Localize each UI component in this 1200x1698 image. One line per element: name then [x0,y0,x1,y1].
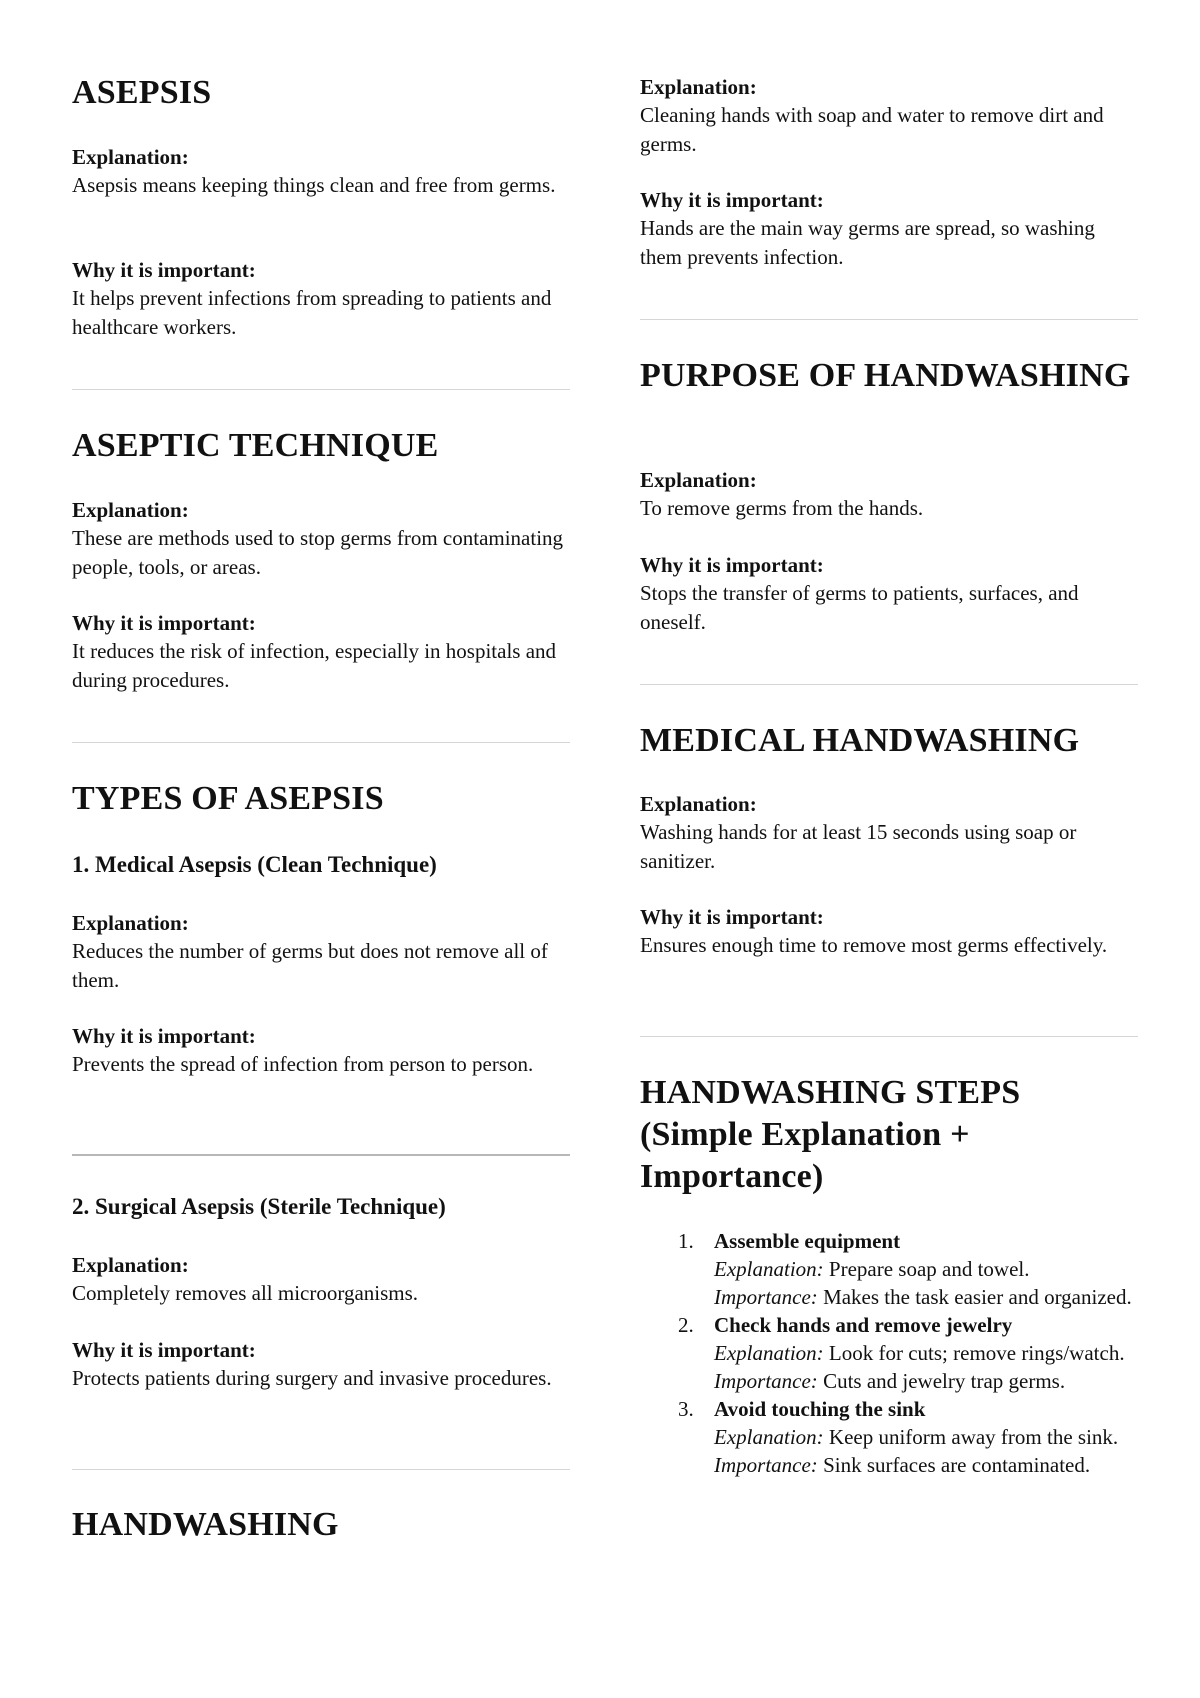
medical-asepsis-subheading: 1. Medical Asepsis (Clean Technique) [72,852,437,877]
surgical-why-text: Protects patients during surgery and invasive procedures. [72,1366,552,1390]
step-number: 2. [678,1313,694,1337]
medical-handwashing-heading: MEDICAL HANDWASHING [640,722,1080,759]
step-title: Assemble equipment [714,1229,901,1253]
list-item [640,1395,1138,1479]
step-number: 3. [678,1397,694,1421]
purpose-why-label: Why it is important: [640,553,824,577]
purpose-heading: PURPOSE OF HANDWASHING [640,357,1131,394]
step-importance [714,1451,1138,1479]
section-divider [640,1036,1138,1037]
step-importance [714,1367,1138,1395]
medical-explanation-label: Explanation: [72,911,189,935]
handwashing-explanation-label: Explanation: [640,75,757,99]
step-explanation-text: Keep uniform away from the sink. [823,1425,1119,1449]
asepsis-explanation-text: Asepsis means keeping things clean and free from germs. [72,173,556,197]
medical-why-text: Prevents the spread of infection from person to person. [72,1052,534,1076]
purpose-explanation-label: Explanation: [640,468,757,492]
aseptic-why-label: Why it is important: [72,611,256,635]
aseptic-why-text: It reduces the risk of infection, especially in hospitals and during procedures. [72,639,557,692]
step-explanation [714,1255,1138,1283]
explanation-prefix: Explanation: [714,1425,824,1449]
list-item [640,1311,1138,1395]
types-of-asepsis-heading: TYPES OF ASEPSIS [72,780,384,817]
surgical-why-label: Why it is important: [72,1338,256,1362]
handwashing-heading: HANDWASHING [72,1506,339,1543]
importance-prefix: Importance: [714,1369,818,1393]
step-importance-text: Cuts and jewelry trap germs. [817,1369,1066,1393]
medical-why-label: Why it is important: [72,1024,256,1048]
step-explanation-text: Look for cuts; remove rings/watch. [823,1341,1125,1365]
handwashing-steps-list [640,1227,1138,1479]
importance-prefix: Importance: [714,1285,818,1309]
step-explanation [714,1423,1138,1451]
section-divider [72,742,570,743]
medical-hw-why-text: Ensures enough time to remove most germs effectively. [640,933,1108,957]
asepsis-explanation-label: Explanation: [72,145,189,169]
handwashing-why-text: Hands are the main way germs are spread, so washing them prevents infection. [640,216,1095,269]
medical-hw-why-label: Why it is important: [640,905,824,929]
step-number: 1. [678,1229,694,1253]
handwashing-explanation-text: Cleaning hands with soap and water to remove dirt and germs. [640,103,1104,156]
asepsis-heading: ASEPSIS [72,74,212,111]
step-importance-text: Sink surfaces are contaminated. [817,1453,1091,1477]
explanation-prefix: Explanation: [714,1341,824,1365]
aseptic-technique-heading: ASEPTIC TECHNIQUE [72,427,439,464]
section-divider [72,1469,570,1470]
explanation-prefix: Explanation: [714,1257,824,1281]
surgical-asepsis-subheading: 2. Surgical Asepsis (Sterile Technique) [72,1194,446,1219]
purpose-explanation-text: To remove germs from the hands. [640,496,924,520]
step-title: Avoid touching the sink [714,1397,926,1421]
asepsis-why-label: Why it is important: [72,258,256,282]
importance-prefix: Importance: [714,1453,818,1477]
step-explanation-text: Prepare soap and towel. [823,1257,1030,1281]
asepsis-why-text: It helps prevent infections from spreading to patients and healthcare workers. [72,286,552,339]
section-divider [72,389,570,390]
step-explanation [714,1339,1138,1367]
purpose-why-text: Stops the transfer of germs to patients, surfaces, and oneself. [640,581,1079,634]
section-divider [640,319,1138,320]
aseptic-explanation-text: These are methods used to stop germs from contaminating people, tools, or areas. [72,526,564,579]
medical-hw-explanation-label: Explanation: [640,792,757,816]
section-divider [640,684,1138,685]
step-title: Check hands and remove jewelry [714,1313,1013,1337]
list-item [640,1227,1138,1311]
aseptic-explanation-label: Explanation: [72,498,189,522]
medical-hw-explanation-text: Washing hands for at least 15 seconds using soap or sanitizer. [640,820,1077,873]
section-divider [72,1154,570,1156]
handwashing-why-label: Why it is important: [640,188,824,212]
surgical-explanation-label: Explanation: [72,1253,189,1277]
step-importance [714,1283,1138,1311]
medical-explanation-text: Reduces the number of germs but does not remove all of them. [72,939,548,992]
step-importance-text: Makes the task easier and organized. [817,1285,1132,1309]
handwashing-steps-heading: HANDWASHING STEPS (Simple Explanation + Importance) [640,1074,1021,1195]
surgical-explanation-text: Completely removes all microorganisms. [72,1281,419,1305]
